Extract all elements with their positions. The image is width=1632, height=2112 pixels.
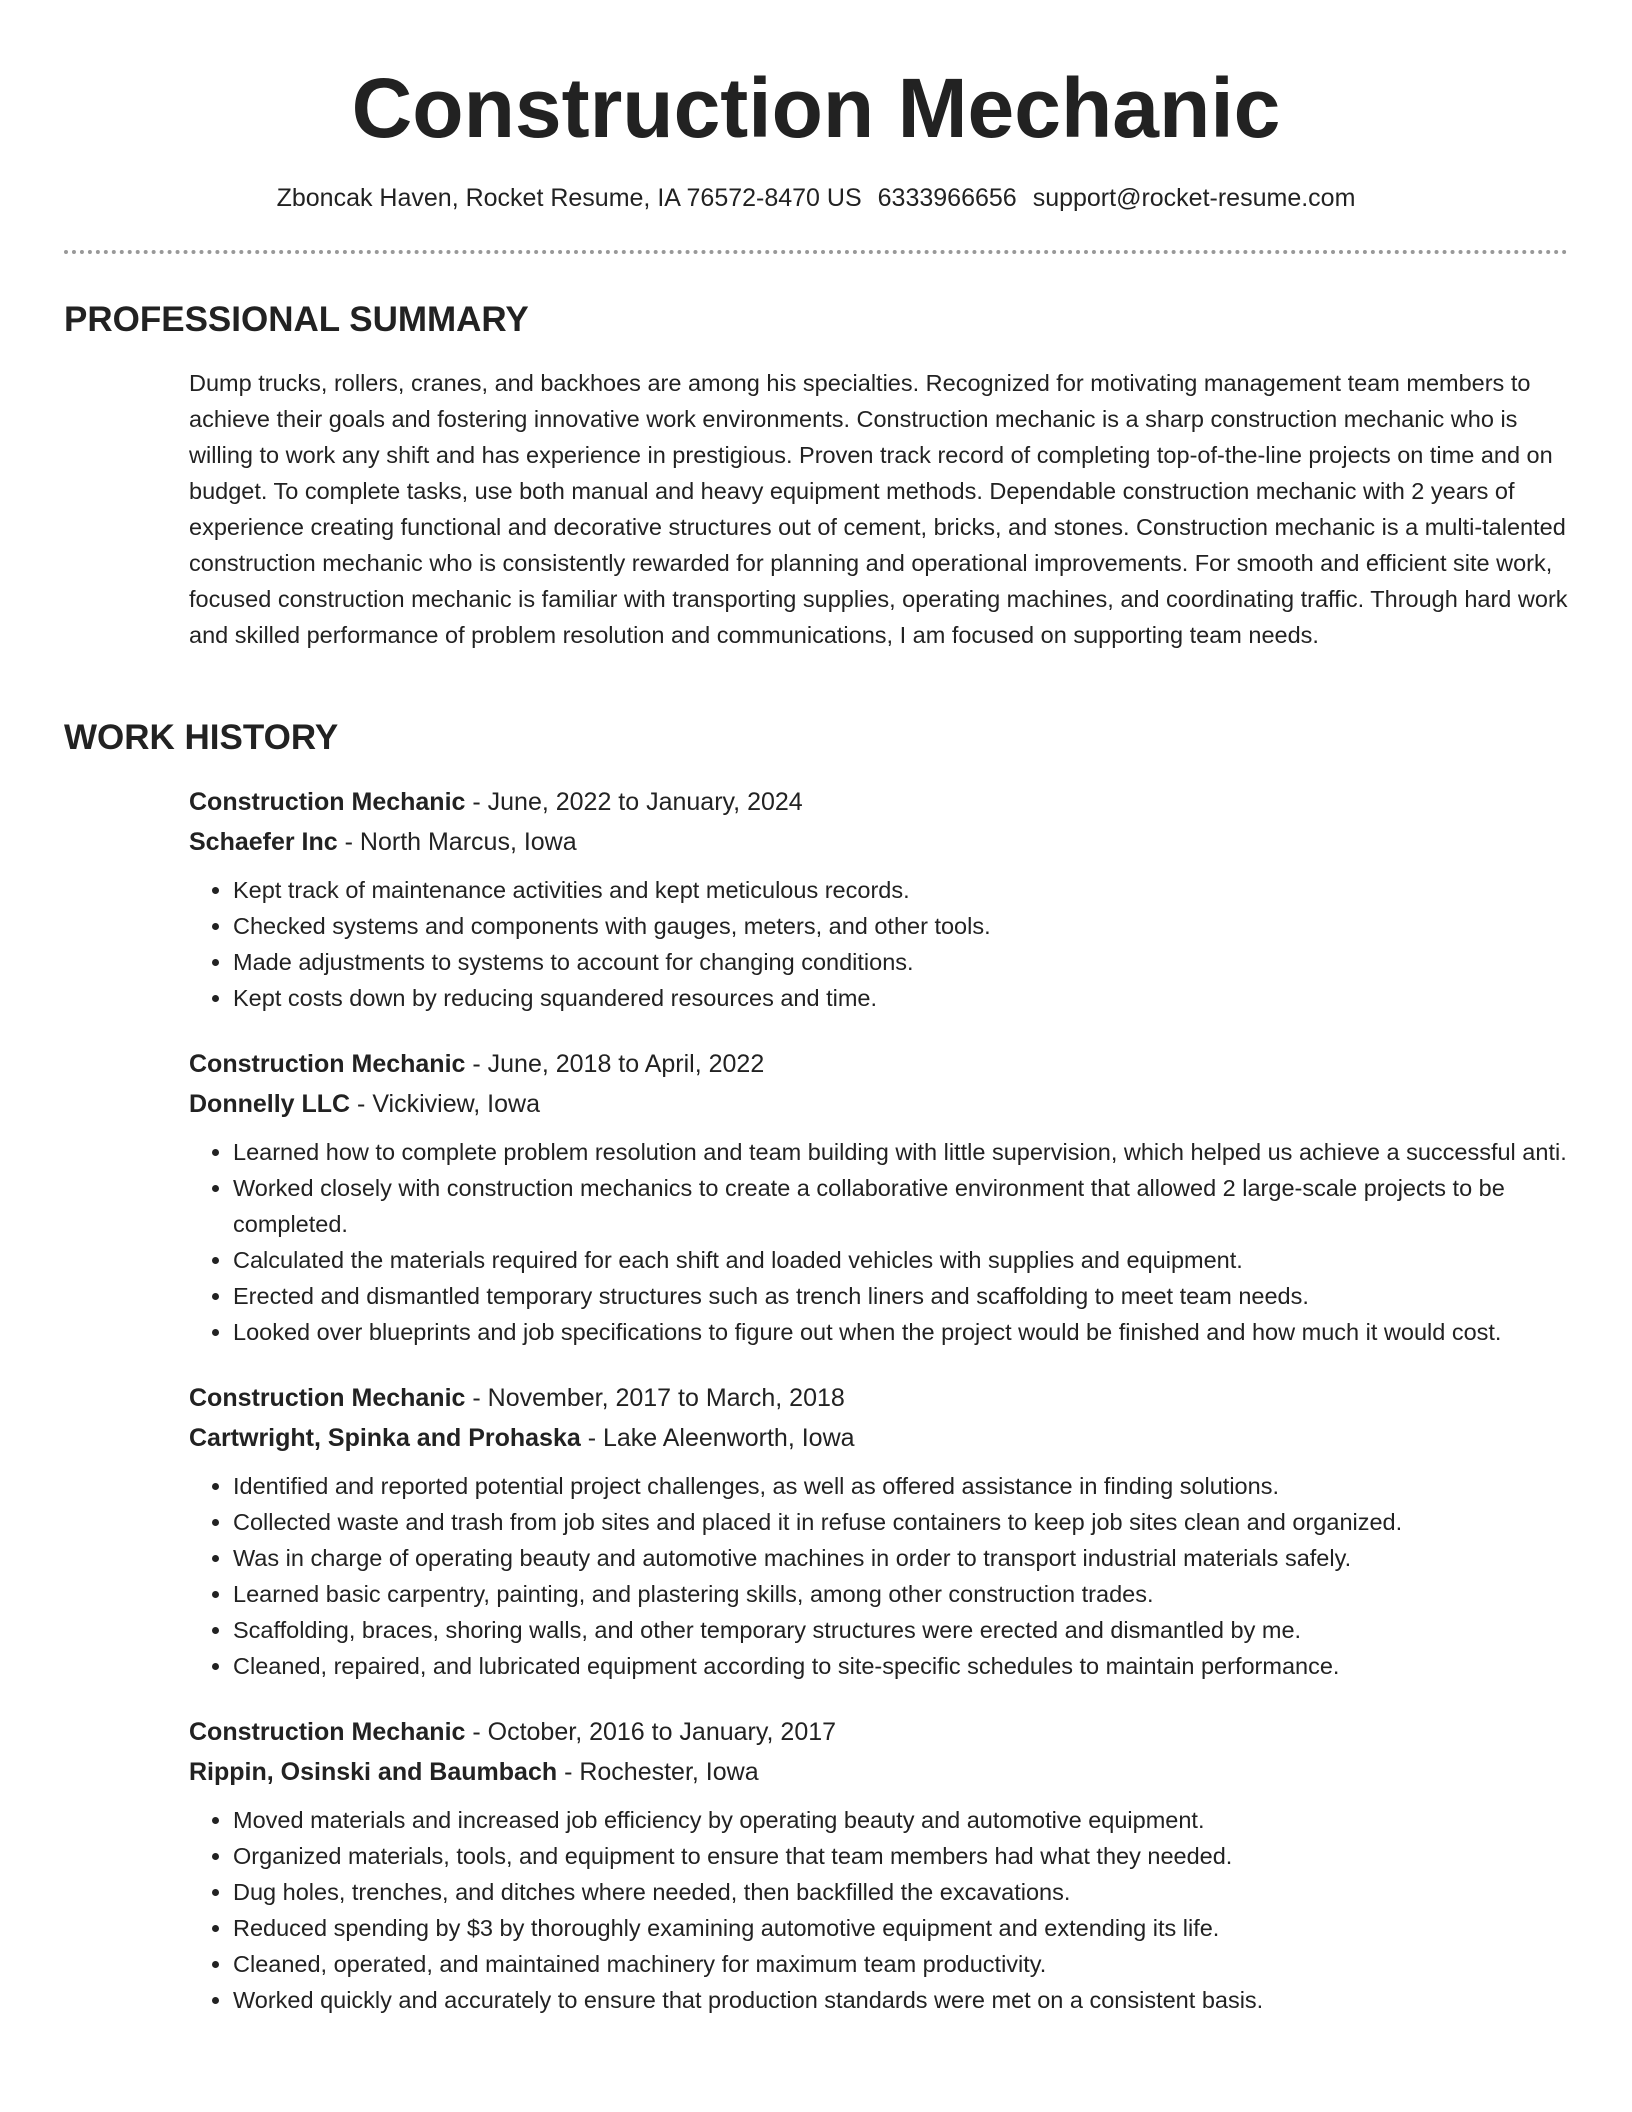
job-duty-item: • Dug holes, trenches, and ditches where needed, then backfilled the excavations. [233,1874,1569,1910]
job-entry [189,1378,1569,1684]
job-duties-list [189,1468,1569,1684]
job-duty-item: • Worked quickly and accurately to ensure that production standards were met on a consistent basis. [233,1982,1569,2018]
job-company-line [189,1752,1569,1792]
job-title-line [189,1378,1569,1418]
job-location: - Vickiview, Iowa [350,1090,540,1118]
candidate-name: Construction Mechanic [351,61,1281,155]
job-duty-item: • Made adjustments to systems to account for changing conditions. [233,944,1569,980]
job-duty-item: • Cleaned, repaired, and lubricated equipment according to site-specific schedules to maintain performance. [233,1648,1569,1684]
job-duty-item: • Identified and reported potential project challenges, as well as offered assistance in finding solutions. [233,1468,1569,1504]
job-entry [189,1044,1569,1350]
contact-address: Zboncak Haven, Rocket Resume, IA 76572-8470 US [276,184,862,212]
job-location: - North Marcus, Iowa [337,828,577,856]
job-duty-item: • Calculated the materials required for each shift and loaded vehicles with supplies and equipment. [233,1242,1569,1278]
job-company-line [189,822,1569,862]
contact-phone: 6333966656 [877,184,1017,212]
job-company: Rippin, Osinski and Baumbach [189,1758,558,1786]
contact-email: support@rocket-resume.com [1032,184,1356,212]
job-duty-item: • Learned basic carpentry, painting, and plastering skills, among other construction trades. [233,1576,1569,1612]
summary-text: Dump trucks, rollers, cranes, and backhoes are among his specialties. Recognized for motivating management team members to achieve their goals and fostering innovative work environments. Construction mechanic is a sharp construction mechanic who is willing to work any shift and has experience in prestigious. Proven track record of completing top-of-the-line projects on time and on budget. To complete tasks, use both manual and heavy equipment methods. Dependable construction mechanic with 2 years of experience creating functional and decorative structures out of cement, bricks, and stones. Construction mechanic is a multi-talented construction mechanic who is consistently rewarded for planning and operational improvements. For smooth and efficient site work, focused construction mechanic is familiar with transporting supplies, operating machines, and coordinating traffic. Through hard work and skilled performance of problem resolution and communications, I am focused on supporting team needs. [189,370,1568,648]
job-role: Construction Mechanic [189,788,466,816]
job-duty-item: • Kept track of maintenance activities and kept meticulous records. [233,872,1569,908]
job-duty-item: • Collected waste and trash from job sites and placed it in refuse containers to keep job sites clean and organized. [233,1504,1569,1540]
job-duty-item: • Was in charge of operating beauty and automotive machines in order to transport industrial materials safely. [233,1540,1569,1576]
work-history-list [189,782,1569,2046]
job-title-line [189,1044,1569,1084]
work-history-heading: WORK HISTORY [64,718,339,757]
contact-line [0,180,1632,216]
job-duties-list [189,1802,1569,2018]
job-duty-item: • Worked closely with construction mechanics to create a collaborative environment that allowed 2 large-scale projects to be completed. [233,1170,1569,1242]
job-dates: - November, 2017 to March, 2018 [465,1384,845,1412]
job-company-line [189,1084,1569,1124]
job-title-line [189,782,1569,822]
job-duties-list [189,872,1569,1016]
job-dates: - June, 2018 to April, 2022 [465,1050,765,1078]
job-location: - Rochester, Iowa [557,1758,759,1786]
job-company: Cartwright, Spinka and Prohaska [189,1424,581,1452]
job-dates: - October, 2016 to January, 2017 [465,1718,837,1746]
job-duty-item: • Scaffolding, braces, shoring walls, and other temporary structures were erected and dismantled by me. [233,1612,1569,1648]
job-entry [189,1712,1569,2018]
job-duty-item: • Kept costs down by reducing squandered resources and time. [233,980,1569,1016]
job-role: Construction Mechanic [189,1384,466,1412]
job-duty-item: • Checked systems and components with gauges, meters, and other tools. [233,908,1569,944]
job-company: Schaefer Inc [189,828,338,856]
job-duty-item: • Organized materials, tools, and equipment to ensure that team members had what they needed. [233,1838,1569,1874]
job-duties-list [189,1134,1569,1350]
job-role: Construction Mechanic [189,1718,466,1746]
job-dates: - June, 2022 to January, 2024 [465,788,803,816]
job-duty-item: • Learned how to complete problem resolution and team building with little supervision, which helped us achieve a successful anti. [233,1134,1569,1170]
summary-heading: PROFESSIONAL SUMMARY [64,300,529,339]
job-duty-item: • Moved materials and increased job efficiency by operating beauty and automotive equipment. [233,1802,1569,1838]
job-role: Construction Mechanic [189,1050,466,1078]
job-duty-item: • Erected and dismantled temporary structures such as trench liners and scaffolding to meet team needs. [233,1278,1569,1314]
job-company: Donnelly LLC [189,1090,351,1118]
job-entry [189,782,1569,1016]
job-duty-item: • Reduced spending by $3 by thoroughly examining automotive equipment and extending its life. [233,1910,1569,1946]
job-company-line [189,1418,1569,1458]
job-location: - Lake Aleenworth, Iowa [580,1424,855,1452]
header-divider [64,250,1568,254]
job-title-line [189,1712,1569,1752]
job-duty-item: • Looked over blueprints and job specifications to figure out when the project would be finished and how much it would cost. [233,1314,1569,1350]
job-duty-item: • Cleaned, operated, and maintained machinery for maximum team productivity. [233,1946,1569,1982]
